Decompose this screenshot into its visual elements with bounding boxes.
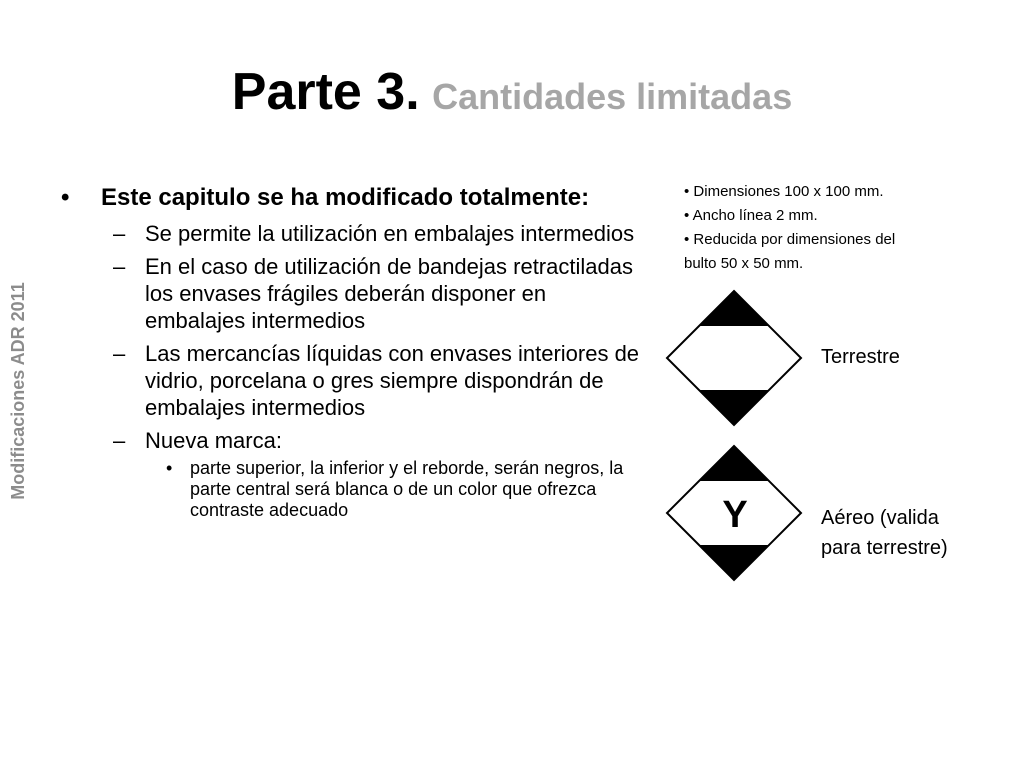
dash-marker: – [113, 254, 126, 279]
bullet-main [56, 183, 646, 212]
sub-bullet-text: Nueva marca: [145, 428, 282, 453]
mark-bottom-triangle [698, 390, 770, 426]
bullet-main-text: Este capitulo se ha modificado totalmente: [101, 184, 590, 211]
title-subtitle: Cantidades limitadas [432, 76, 793, 117]
bullet-list [56, 183, 646, 521]
sub-bullet [56, 427, 646, 454]
slide-title [0, 62, 1024, 122]
mark-top-triangle [698, 445, 770, 481]
label-aereo: Aéreo (valida para terrestre) [821, 507, 948, 559]
note-reduced-size: • Reducida por dimensiones del bulto 50 x 50 mm. [684, 231, 896, 272]
sub-sub-bullet-text: parte superior, la inferior y el reborde, serán negros, la parte central será blanca o de un color que ofrezca contraste adecuado [190, 458, 624, 520]
sub-bullet-text: En el caso de utilización de bandejas retractiladas los envases frágiles deberán disponer en embalajes intermedios [145, 254, 633, 333]
dash-marker: – [113, 221, 126, 246]
sub-bullet [56, 340, 646, 421]
sub-bullet [56, 253, 646, 334]
sub-bullet [56, 220, 646, 247]
dash-marker: – [113, 341, 126, 366]
label-terrestre: Terrestre [821, 346, 900, 368]
mark-letter-y: Y [722, 494, 748, 536]
side-vertical-text: Modificaciones ADR 2011 [8, 282, 28, 500]
limited-quantity-mark-road [664, 288, 804, 428]
sub-sub-bullet [56, 458, 646, 521]
note-line-width: • Ancho línea 2 mm. [684, 207, 818, 224]
bullet-marker: • [166, 458, 173, 478]
sub-bullet-text: Las mercancías líquidas con envases interiores de vidrio, porcelana o gres siempre dispondrán de embalajes intermedios [145, 341, 640, 420]
note-dimensions: • Dimensiones 100 x 100 mm. [684, 183, 884, 200]
title-main: Parte 3. [231, 63, 420, 121]
sub-bullet-text: Se permite la utilización en embalajes intermedios [145, 221, 635, 246]
limited-quantity-mark-air [664, 443, 804, 583]
dash-marker: – [113, 428, 126, 453]
mark-top-triangle [698, 290, 770, 326]
dimension-notes [684, 180, 984, 276]
mark-bottom-triangle [698, 545, 770, 581]
bullet-marker: • [61, 184, 70, 211]
